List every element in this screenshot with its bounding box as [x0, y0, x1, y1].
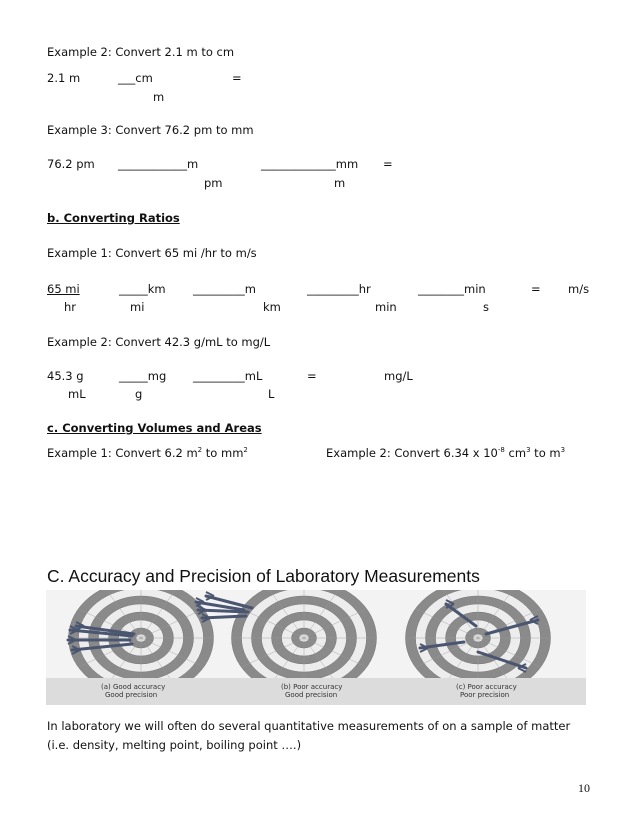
factor-1-denominator: pm — [204, 176, 223, 190]
caption-c-line-1: (c) Poor accuracy — [456, 683, 517, 691]
volumes-example-2: Example 2: Convert 6.34 x $10^{-8}$ $cm^3$ to $m^3$ — [326, 446, 566, 460]
caption-a-line-2: Good precision — [105, 691, 158, 699]
ratio-denominator: mL — [68, 387, 86, 401]
factor-2-denominator: km — [263, 300, 281, 314]
ratios-example-1-title: Example 1: Convert 65 mi /hr to m/s — [47, 246, 257, 260]
factor-1-numerator: ____________m — [118, 157, 199, 171]
caption-b-line-2: Good precision — [285, 691, 338, 699]
caption-b-line-1: (b) Poor accuracy — [281, 683, 343, 691]
factor-3-numerator: _________hr — [307, 282, 371, 296]
given-value: 2.1 m — [47, 71, 81, 85]
ratio-numerator: 65 mi — [47, 282, 80, 296]
factor-2-denominator: m — [334, 176, 346, 190]
factor-4-denominator: s — [483, 300, 489, 314]
factor-2-numerator: _________m — [193, 282, 256, 296]
factor-2-numerator: _____________mm — [261, 157, 359, 171]
factor-2-numerator: _________mL — [193, 369, 263, 383]
equals-sign: = — [307, 369, 317, 383]
volumes-example-1: Example 1: Convert 6.2 $m^2$ to $mm^2$ — [47, 446, 248, 460]
equals-sign: = — [232, 71, 242, 85]
section-c-heading: c. Converting Volumes and Areas — [47, 421, 262, 435]
equals-sign: = — [531, 282, 541, 296]
section-b-heading: b. Converting Ratios — [47, 211, 180, 225]
factor-3-denominator: min — [375, 300, 397, 314]
ratios-example-2-title: Example 2: Convert 42.3 g/mL to mg/L — [47, 335, 271, 349]
caption-c-line-2: Poor precision — [460, 691, 510, 699]
paragraph-line-2: (i.e. density, melting point, boiling point ….) — [47, 738, 302, 752]
page-number: 10 — [578, 781, 590, 795]
section-heading-accuracy-precision: C. Accuracy and Precision of Laboratory Measurements — [47, 566, 480, 586]
example-2-title: Example 2: Convert 2.1 m to cm — [47, 45, 235, 59]
factor-1-numerator: _____mg — [119, 369, 167, 383]
result-unit: m/s — [568, 282, 590, 296]
result-unit: mg/L — [384, 369, 413, 383]
ratio-denominator: hr — [64, 300, 77, 314]
factor-denominator: m — [153, 90, 165, 104]
dartboard-illustration — [46, 590, 586, 705]
factor-2-denominator: L — [268, 387, 275, 401]
factor-1-denominator: mi — [130, 300, 145, 314]
given-value: 76.2 pm — [47, 157, 95, 171]
factor-1-numerator: _____km — [119, 282, 166, 296]
factor-4-numerator: ________min — [418, 282, 486, 296]
caption-a-line-1: (a) Good accuracy — [101, 683, 166, 691]
example-3-title: Example 3: Convert 76.2 pm to mm — [47, 123, 254, 137]
equals-sign: = — [383, 157, 393, 171]
ratio-numerator: 45.3 g — [47, 369, 84, 383]
factor-1-denominator: g — [135, 387, 143, 401]
paragraph-line-1: In laboratory we will often do several quantitative measurements of on a sample of matter — [47, 719, 571, 733]
factor-numerator: ___cm — [118, 71, 153, 85]
